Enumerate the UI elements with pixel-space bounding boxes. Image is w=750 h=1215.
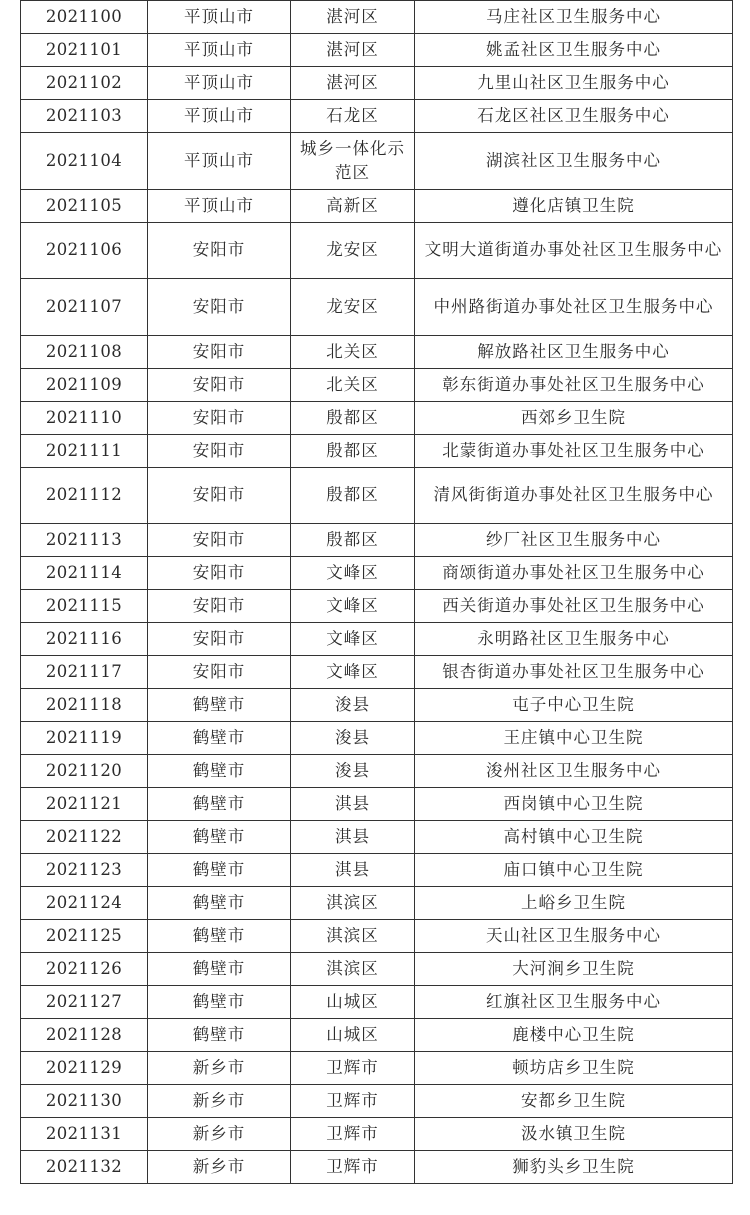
city-cell: 新乡市 xyxy=(148,1118,291,1151)
city-cell: 安阳市 xyxy=(148,557,291,590)
institution-cell: 西岗镇中心卫生院 xyxy=(415,788,733,821)
table-row xyxy=(21,557,733,590)
code-cell: 2021125 xyxy=(21,920,148,953)
city-cell: 鹤壁市 xyxy=(148,722,291,755)
district-cell: 淇县 xyxy=(291,788,415,821)
code-cell: 2021127 xyxy=(21,986,148,1019)
table-row xyxy=(21,133,733,190)
institution-cell: 屯子中心卫生院 xyxy=(415,689,733,722)
city-cell: 平顶山市 xyxy=(148,133,291,190)
city-cell: 安阳市 xyxy=(148,434,291,467)
district-cell: 淇县 xyxy=(291,821,415,854)
code-cell: 2021129 xyxy=(21,1052,148,1085)
district-cell: 浚县 xyxy=(291,722,415,755)
table-body xyxy=(21,1,733,1184)
table-row xyxy=(21,821,733,854)
code-cell: 2021100 xyxy=(21,1,148,34)
institution-cell: 天山社区卫生服务中心 xyxy=(415,920,733,953)
table-row xyxy=(21,1,733,34)
city-cell: 新乡市 xyxy=(148,1151,291,1184)
code-cell: 2021113 xyxy=(21,524,148,557)
district-cell: 卫辉市 xyxy=(291,1085,415,1118)
institution-cell: 马庄社区卫生服务中心 xyxy=(415,1,733,34)
table-row xyxy=(21,1118,733,1151)
district-cell: 殷都区 xyxy=(291,524,415,557)
city-cell: 平顶山市 xyxy=(148,67,291,100)
city-cell: 新乡市 xyxy=(148,1085,291,1118)
city-cell: 鹤壁市 xyxy=(148,821,291,854)
city-cell: 鹤壁市 xyxy=(148,788,291,821)
code-cell: 2021121 xyxy=(21,788,148,821)
district-cell: 文峰区 xyxy=(291,590,415,623)
district-cell: 湛河区 xyxy=(291,67,415,100)
city-cell: 鹤壁市 xyxy=(148,1019,291,1052)
table-row xyxy=(21,788,733,821)
district-cell: 文峰区 xyxy=(291,557,415,590)
table-row xyxy=(21,656,733,689)
institution-cell: 大河涧乡卫生院 xyxy=(415,953,733,986)
district-cell: 北关区 xyxy=(291,335,415,368)
institution-cell: 中州路街道办事处社区卫生服务中心 xyxy=(415,279,733,336)
table-row xyxy=(21,755,733,788)
code-cell: 2021104 xyxy=(21,133,148,190)
city-cell: 平顶山市 xyxy=(148,100,291,133)
institution-cell: 九里山社区卫生服务中心 xyxy=(415,67,733,100)
institution-cell: 彰东街道办事处社区卫生服务中心 xyxy=(415,368,733,401)
institution-cell: 文明大道街道办事处社区卫生服务中心 xyxy=(415,222,733,279)
institution-cell: 上峪乡卫生院 xyxy=(415,887,733,920)
institution-cell: 永明路社区卫生服务中心 xyxy=(415,623,733,656)
district-cell: 殷都区 xyxy=(291,467,415,524)
city-cell: 新乡市 xyxy=(148,1052,291,1085)
table-row xyxy=(21,854,733,887)
city-cell: 鹤壁市 xyxy=(148,986,291,1019)
code-cell: 2021117 xyxy=(21,656,148,689)
city-cell: 鹤壁市 xyxy=(148,755,291,788)
code-cell: 2021118 xyxy=(21,689,148,722)
city-cell: 平顶山市 xyxy=(148,1,291,34)
table-row xyxy=(21,1085,733,1118)
code-cell: 2021110 xyxy=(21,401,148,434)
district-cell: 浚县 xyxy=(291,755,415,788)
district-cell: 湛河区 xyxy=(291,34,415,67)
institution-cell: 北蒙街道办事处社区卫生服务中心 xyxy=(415,434,733,467)
institution-cell: 清风街街道办事处社区卫生服务中心 xyxy=(415,467,733,524)
city-cell: 平顶山市 xyxy=(148,189,291,222)
table-row xyxy=(21,1052,733,1085)
code-cell: 2021106 xyxy=(21,222,148,279)
district-cell: 石龙区 xyxy=(291,100,415,133)
city-cell: 鹤壁市 xyxy=(148,854,291,887)
table-row xyxy=(21,67,733,100)
code-cell: 2021107 xyxy=(21,279,148,336)
code-cell: 2021102 xyxy=(21,67,148,100)
table-row xyxy=(21,222,733,279)
code-cell: 2021132 xyxy=(21,1151,148,1184)
institution-cell: 商颂街道办事处社区卫生服务中心 xyxy=(415,557,733,590)
institution-cell: 西郊乡卫生院 xyxy=(415,401,733,434)
code-cell: 2021126 xyxy=(21,953,148,986)
city-cell: 平顶山市 xyxy=(148,34,291,67)
district-cell: 城乡一体化示范区 xyxy=(291,133,415,190)
code-cell: 2021116 xyxy=(21,623,148,656)
table-row xyxy=(21,335,733,368)
table-row xyxy=(21,524,733,557)
table-row xyxy=(21,887,733,920)
institution-cell: 狮豹头乡卫生院 xyxy=(415,1151,733,1184)
code-cell: 2021112 xyxy=(21,467,148,524)
table-row xyxy=(21,953,733,986)
code-cell: 2021119 xyxy=(21,722,148,755)
city-cell: 鹤壁市 xyxy=(148,689,291,722)
code-cell: 2021131 xyxy=(21,1118,148,1151)
city-cell: 安阳市 xyxy=(148,467,291,524)
district-cell: 文峰区 xyxy=(291,623,415,656)
table-row xyxy=(21,689,733,722)
table-row xyxy=(21,434,733,467)
city-cell: 安阳市 xyxy=(148,590,291,623)
document-page xyxy=(20,0,732,1184)
code-cell: 2021111 xyxy=(21,434,148,467)
city-cell: 鹤壁市 xyxy=(148,887,291,920)
institution-cell: 汲水镇卫生院 xyxy=(415,1118,733,1151)
code-cell: 2021123 xyxy=(21,854,148,887)
district-cell: 湛河区 xyxy=(291,1,415,34)
table-row xyxy=(21,368,733,401)
table-row xyxy=(21,279,733,336)
table-row xyxy=(21,986,733,1019)
institution-cell: 纱厂社区卫生服务中心 xyxy=(415,524,733,557)
city-cell: 鹤壁市 xyxy=(148,953,291,986)
table-row xyxy=(21,623,733,656)
institution-cell: 安都乡卫生院 xyxy=(415,1085,733,1118)
institution-cell: 高村镇中心卫生院 xyxy=(415,821,733,854)
code-cell: 2021128 xyxy=(21,1019,148,1052)
code-cell: 2021103 xyxy=(21,100,148,133)
city-cell: 鹤壁市 xyxy=(148,920,291,953)
code-cell: 2021109 xyxy=(21,368,148,401)
code-cell: 2021130 xyxy=(21,1085,148,1118)
institution-cell: 西关街道办事处社区卫生服务中心 xyxy=(415,590,733,623)
city-cell: 安阳市 xyxy=(148,524,291,557)
code-cell: 2021105 xyxy=(21,189,148,222)
city-cell: 安阳市 xyxy=(148,368,291,401)
city-cell: 安阳市 xyxy=(148,401,291,434)
institution-cell: 鹿楼中心卫生院 xyxy=(415,1019,733,1052)
code-cell: 2021114 xyxy=(21,557,148,590)
table-row xyxy=(21,100,733,133)
district-cell: 龙安区 xyxy=(291,222,415,279)
district-cell: 殷都区 xyxy=(291,434,415,467)
city-cell: 安阳市 xyxy=(148,656,291,689)
institution-cell: 红旗社区卫生服务中心 xyxy=(415,986,733,1019)
district-cell: 卫辉市 xyxy=(291,1118,415,1151)
code-cell: 2021124 xyxy=(21,887,148,920)
district-cell: 淇滨区 xyxy=(291,920,415,953)
district-cell: 龙安区 xyxy=(291,279,415,336)
code-cell: 2021101 xyxy=(21,34,148,67)
district-cell: 卫辉市 xyxy=(291,1151,415,1184)
table-row xyxy=(21,920,733,953)
district-cell: 高新区 xyxy=(291,189,415,222)
institution-cell: 石龙区社区卫生服务中心 xyxy=(415,100,733,133)
institution-cell: 庙口镇中心卫生院 xyxy=(415,854,733,887)
institution-cell: 浚州社区卫生服务中心 xyxy=(415,755,733,788)
table-row xyxy=(21,1019,733,1052)
district-cell: 文峰区 xyxy=(291,656,415,689)
institution-cell: 遵化店镇卫生院 xyxy=(415,189,733,222)
district-cell: 殷都区 xyxy=(291,401,415,434)
district-cell: 淇县 xyxy=(291,854,415,887)
table-row xyxy=(21,590,733,623)
table-row xyxy=(21,189,733,222)
city-cell: 安阳市 xyxy=(148,279,291,336)
district-cell: 北关区 xyxy=(291,368,415,401)
district-cell: 山城区 xyxy=(291,1019,415,1052)
district-cell: 卫辉市 xyxy=(291,1052,415,1085)
table-row xyxy=(21,34,733,67)
institution-cell: 湖滨社区卫生服务中心 xyxy=(415,133,733,190)
institution-cell: 解放路社区卫生服务中心 xyxy=(415,335,733,368)
city-cell: 安阳市 xyxy=(148,222,291,279)
district-cell: 浚县 xyxy=(291,689,415,722)
district-cell: 淇滨区 xyxy=(291,953,415,986)
code-cell: 2021120 xyxy=(21,755,148,788)
institution-cell: 王庄镇中心卫生院 xyxy=(415,722,733,755)
institution-table xyxy=(20,0,733,1184)
table-row xyxy=(21,1151,733,1184)
table-row xyxy=(21,467,733,524)
table-row xyxy=(21,722,733,755)
city-cell: 安阳市 xyxy=(148,623,291,656)
code-cell: 2021122 xyxy=(21,821,148,854)
code-cell: 2021115 xyxy=(21,590,148,623)
code-cell: 2021108 xyxy=(21,335,148,368)
table-row xyxy=(21,401,733,434)
city-cell: 安阳市 xyxy=(148,335,291,368)
institution-cell: 姚孟社区卫生服务中心 xyxy=(415,34,733,67)
institution-cell: 银杏街道办事处社区卫生服务中心 xyxy=(415,656,733,689)
district-cell: 山城区 xyxy=(291,986,415,1019)
institution-cell: 顿坊店乡卫生院 xyxy=(415,1052,733,1085)
district-cell: 淇滨区 xyxy=(291,887,415,920)
